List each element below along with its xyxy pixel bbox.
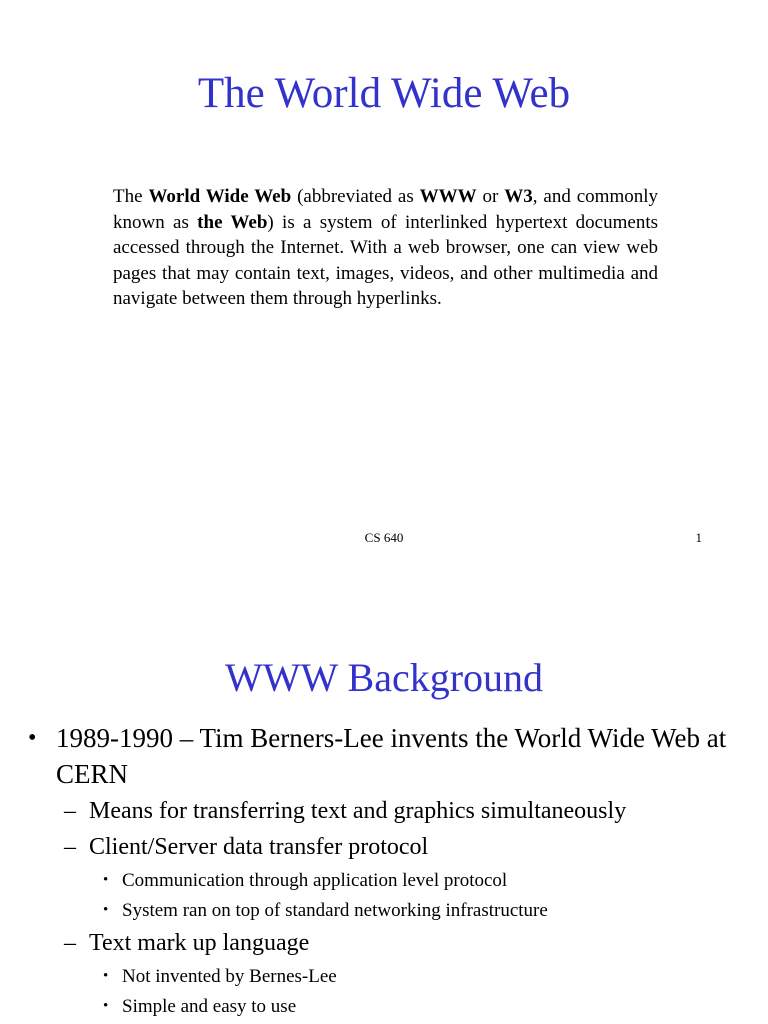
dot-marker: • — [103, 968, 109, 984]
sub-sub-bullet-item — [0, 963, 768, 990]
dot-marker: • — [103, 902, 109, 918]
dash-marker: – — [64, 930, 76, 956]
slide-2 — [0, 590, 768, 1024]
sub-sub-bullet-item — [0, 993, 768, 1020]
footer-page-number: 1 — [695, 530, 702, 545]
paragraph-bold-term: World Wide Web — [148, 186, 292, 207]
dash-marker: – — [64, 834, 76, 860]
sub-bullet-item — [0, 794, 768, 828]
paragraph-bold-term: W3 — [504, 186, 533, 207]
dot-marker: • — [103, 998, 109, 1014]
bullet-item — [0, 720, 768, 792]
bullet-list — [0, 720, 768, 1020]
bullet-marker: • — [28, 725, 37, 751]
paragraph-text: or — [476, 186, 505, 207]
dash-marker: – — [64, 798, 76, 824]
sub-sub-bullet-text: Not invented by Bernes-Lee — [122, 966, 337, 987]
paragraph-text: , and commonly known as — [113, 186, 659, 233]
footer-course-label: CS 640 — [364, 530, 404, 545]
sub-bullet-text: Text mark up language — [89, 930, 310, 956]
paragraph-bold-term: the Web — [197, 211, 268, 233]
sub-bullet-text: Client/Server data transfer protocol — [89, 834, 429, 860]
paragraph-bold-term: WWW — [419, 186, 477, 207]
slide-1-paragraph — [113, 184, 658, 312]
sub-bullet-item — [0, 830, 768, 864]
bullet-text: 1989-1990 – Tim Berners-Lee invents the World Wide Web at CERN — [56, 723, 727, 789]
sub-sub-bullet-item — [0, 897, 768, 924]
slide-1-title: The World Wide Web — [197, 70, 571, 117]
paragraph-text: ) is a system of interlinked hypertext documents accessed through the Internet. With a web browser, one can view web pages that may contain text, images, videos, and other multimedia and navigate between them through hyperlinks. — [113, 211, 658, 310]
sub-bullet-item — [0, 926, 768, 960]
sub-sub-bullet-text: System ran on top of standard networking infrastructure — [122, 900, 548, 921]
slide-2-title: WWW Background — [224, 655, 544, 700]
paragraph-text: (abbreviated as — [291, 186, 420, 207]
sub-sub-bullet-text: Communication through application level protocol — [122, 870, 508, 891]
sub-sub-bullet-item — [0, 867, 768, 894]
sub-bullet-text: Means for transferring text and graphics simultaneously — [89, 798, 627, 824]
sub-sub-bullet-text: Simple and easy to use — [122, 996, 297, 1017]
paragraph-text: The — [113, 186, 149, 207]
dot-marker: • — [103, 872, 109, 888]
